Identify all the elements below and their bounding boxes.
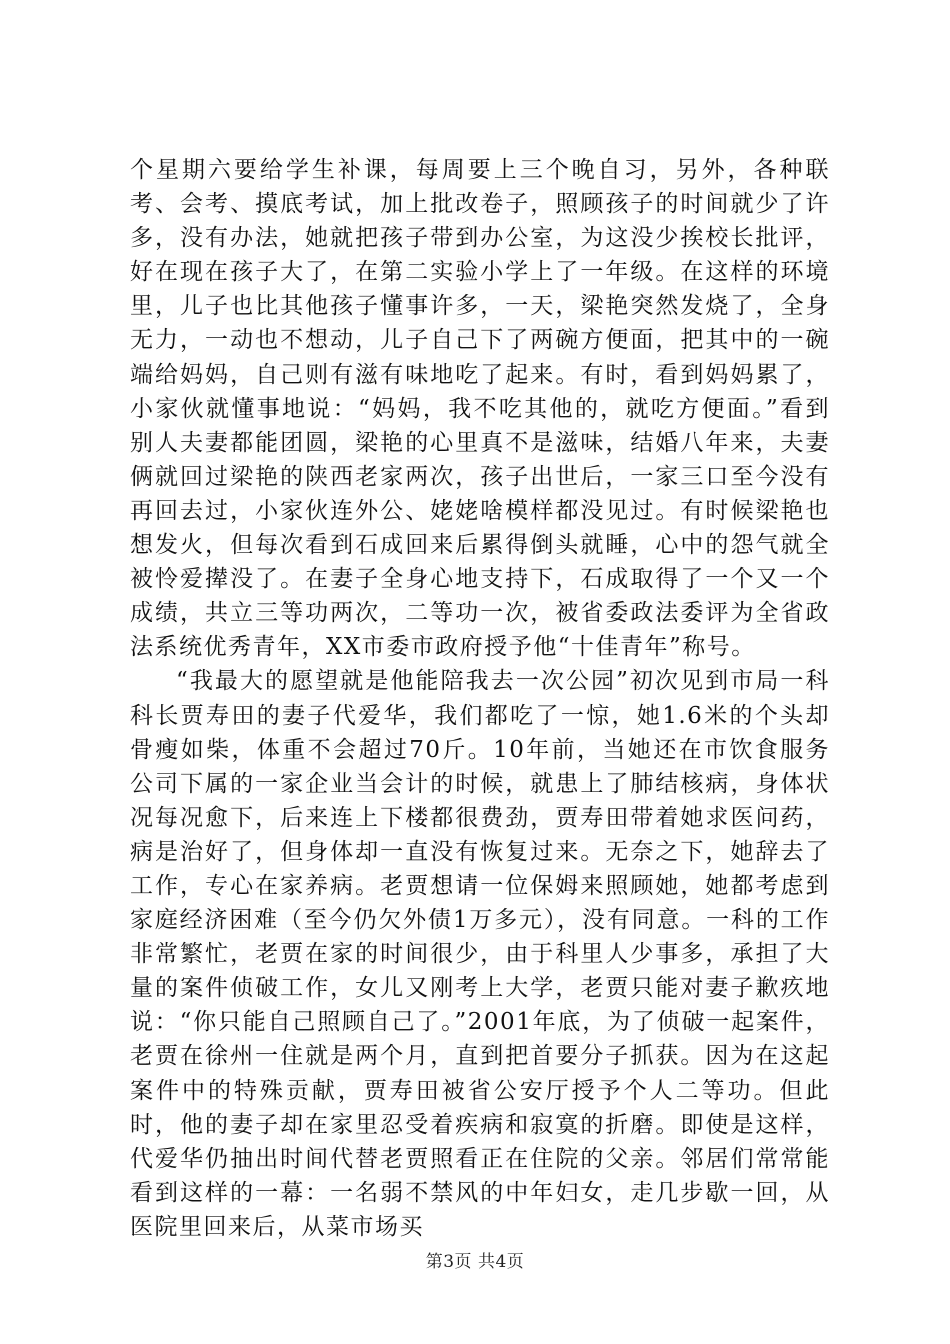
- page-number-footer: 第3页 共4页: [425, 1252, 525, 1272]
- body-paragraph: “我最大的愿望就是他能陪我去一次公园”初次见到市局一科科长贾寿田的妻子代爱华，我们都吃了一惊，她1.6米的个头却骨瘦如柴，体重不会超过70斤。10年前，当她还在市饮食服务公司下属的一家企业当会计的时候，就患上了肺结核病，身体状况每况愈下，后来连上下楼都很费劲，贾寿田带着她求医问药，病是治好了，但身体却一直没有恢复过来。无奈之下，她辞去了工作，专心在家养病。老贾想请一位保姆来照顾她，她都考虑到家庭经济困难（至今仍欠外债1万多元），没有同意。一科的工作非常繁忙，老贾在家的时间很少，由于科里人少事多，承担了大量的案件侦破工作，女儿又刚考上大学，老贾只能对妻子歉疚地说：“你只能自己照顾自己了。”2001年底，为了侦破一起案件，老贾在徐州一住就是两个月，直到把首要分子抓获。因为在这起案件中的特殊贡献，贾寿田被省公安厅授予个人二等功。但此时，他的妻子却在家里忍受着疾病和寂寞的折磨。即使是这样，代爱华仍抽出时间代替老贾照看正在住院的父亲。邻居们常常能看到这样的一幕：一名弱不禁风的中年妇女，走几步歇一回，从医院里回来后，从菜市场买: [130, 668, 830, 1240]
- document-body: [130, 153, 830, 1244]
- body-paragraph: 个星期六要给学生补课，每周要上三个晚自习，另外，各种联考、会考、摸底考试，加上批改卷子，照顾孩子的时间就少了许多，没有办法，她就把孩子带到办公室，为这没少挨校长批评，好在现在孩子大了，在第二实验小学上了一年级。在这样的环境里，儿子也比其他孩子懂事许多，一天，梁艳突然发烧了，全身无力，一动也不想动，儿子自己下了两碗方便面，把其中的一碗端给妈妈，自己则有滋有味地吃了起来。有时，看到妈妈累了，小家伙就懂事地说：“妈妈，我不吃其他的，就吃方便面。”看到别人夫妻都能团圆，梁艳的心里真不是滋味，结婚八年来，夫妻俩就回过梁艳的陕西老家两次，孩子出世后，一家三口至今没有再回去过，小家伙连外公、姥姥啥模样都没见过。有时候梁艳也想发火，但每次看到石成回来后累得倒头就睡，心中的怨气就全被怜爱撵没了。在妻子全身心地支持下，石成取得了一个又一个成绩，共立三等功两次，二等功一次，被省委政法委评为全省政法系统优秀青年，XX市委市政府授予他“十佳青年”称号。: [130, 157, 830, 661]
